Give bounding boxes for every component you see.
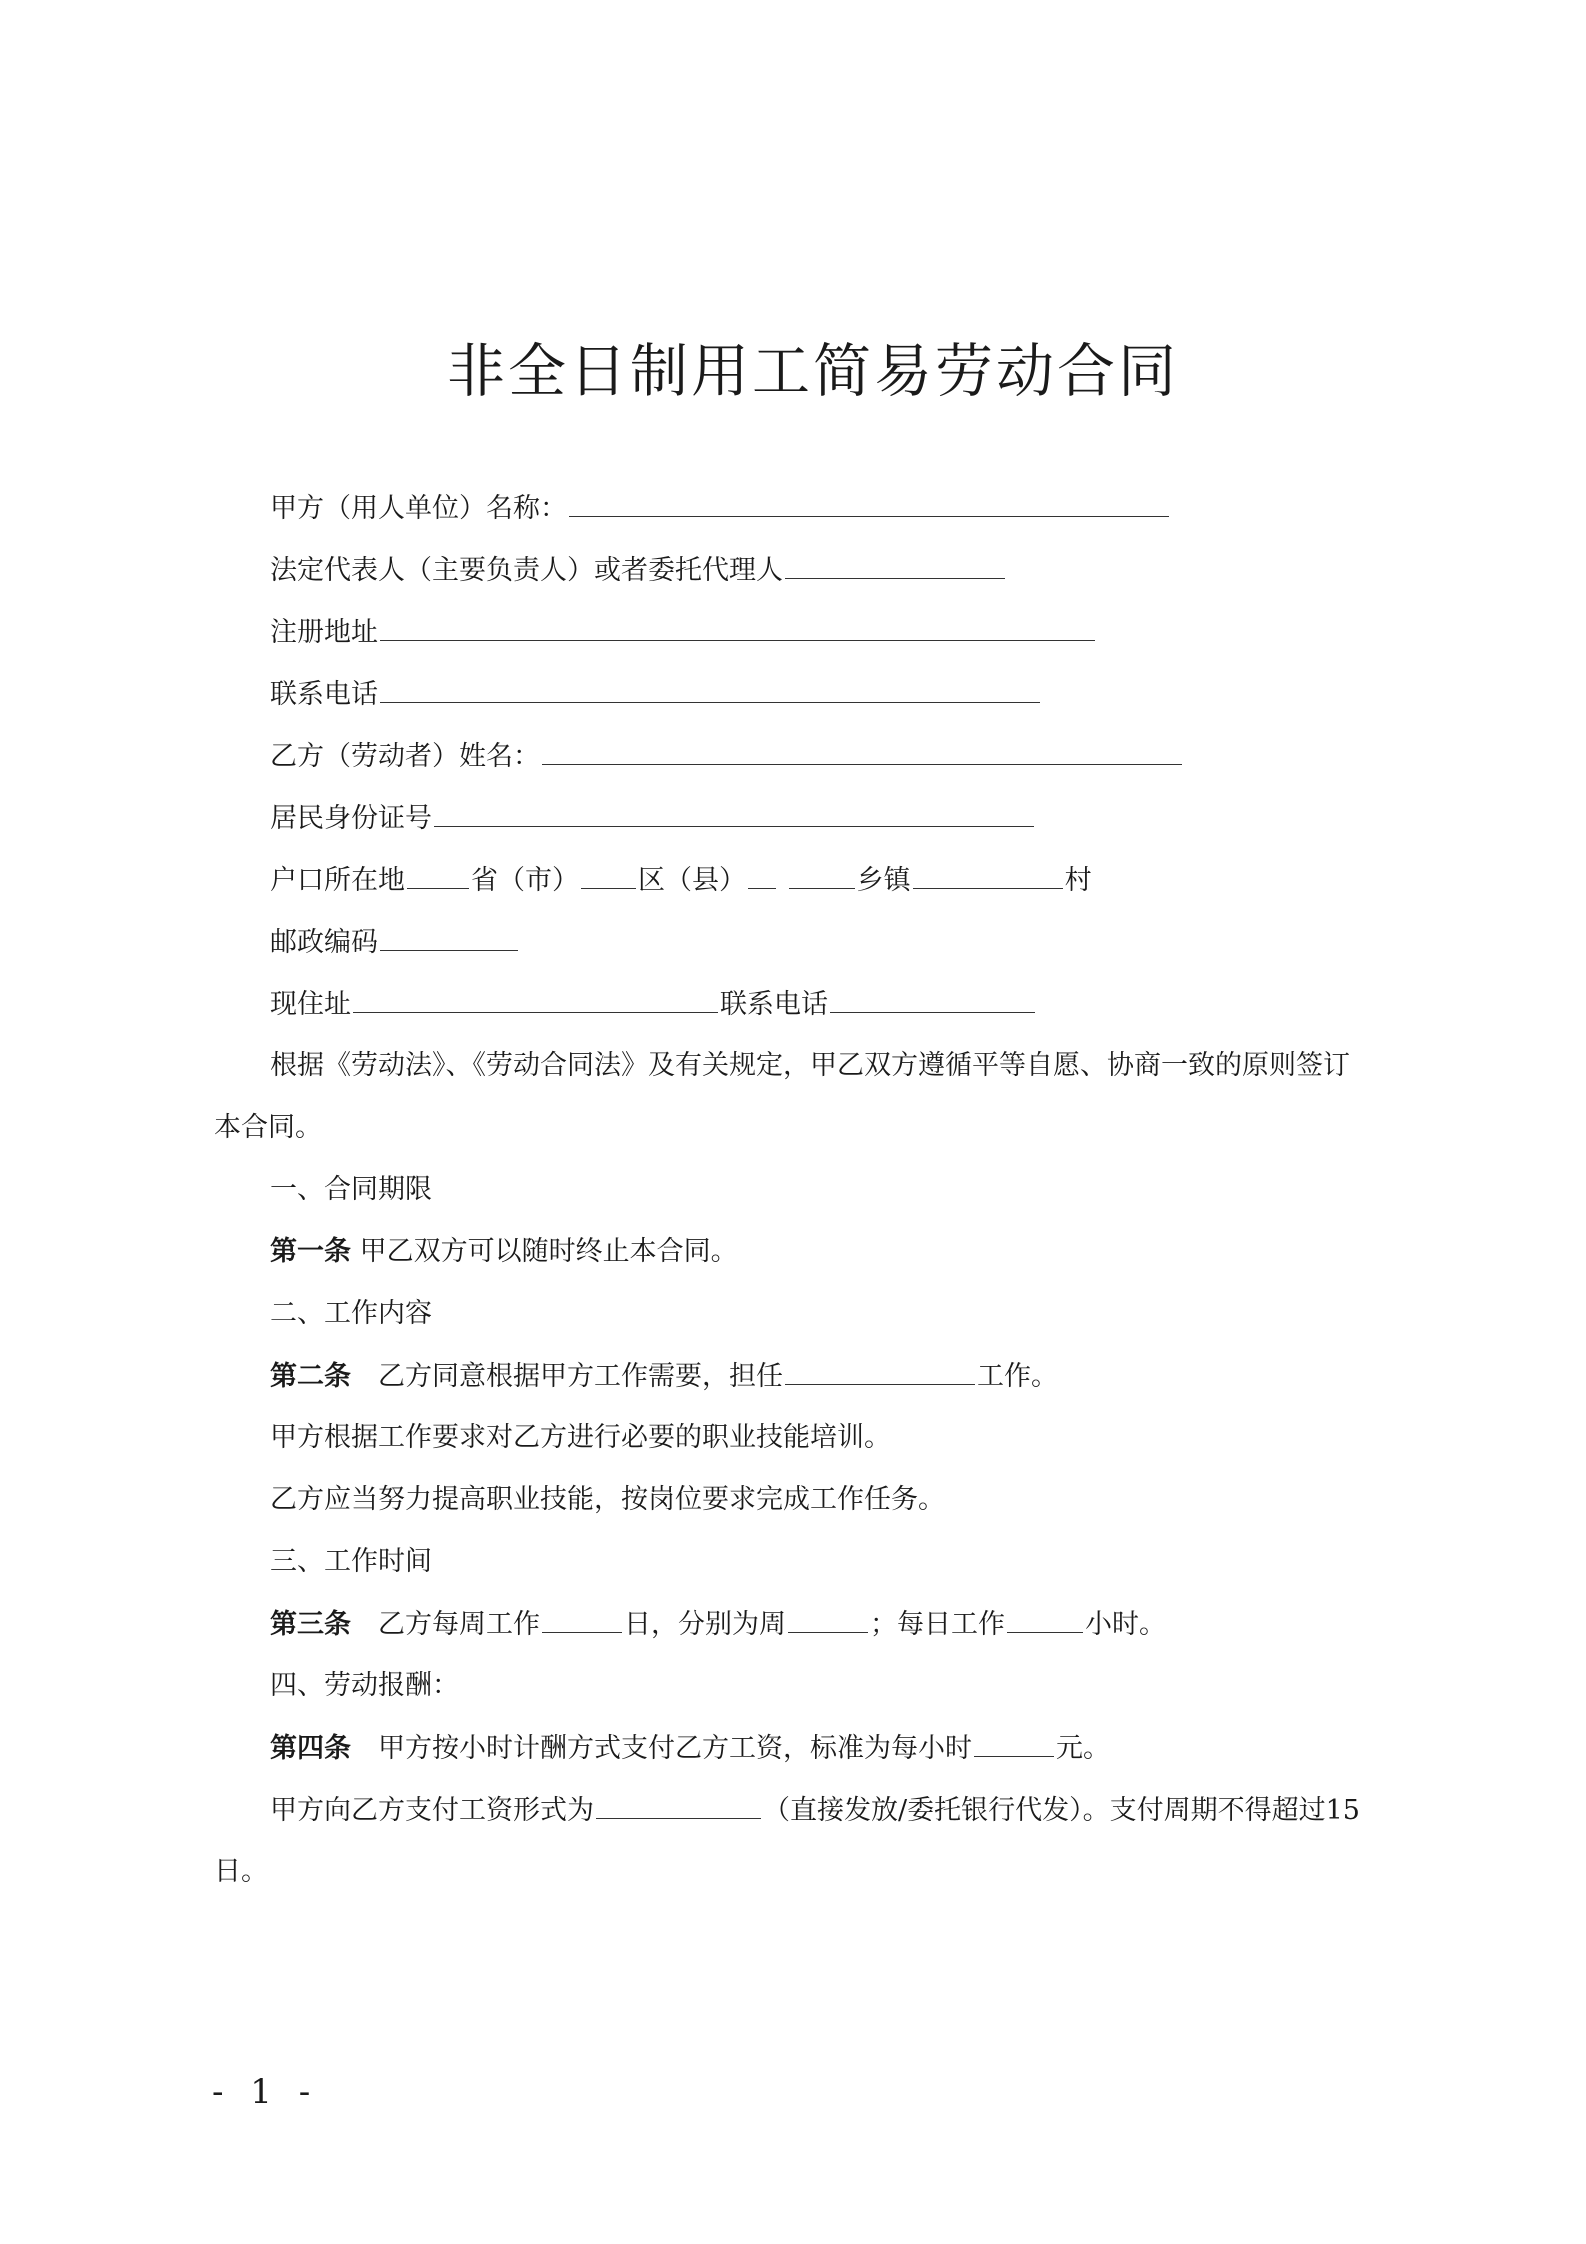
legal-rep-blank[interactable]	[785, 550, 1005, 579]
section-4-heading: 四、劳动报酬：	[270, 1670, 459, 1701]
phone-a-blank[interactable]	[380, 674, 1040, 703]
article-4: 第四条 甲方按小时计酬方式支付乙方工资，标准为每小时 元。	[270, 1728, 1110, 1769]
party-a-name-blank[interactable]	[569, 488, 1169, 517]
hukou-town-blank[interactable]	[789, 860, 855, 889]
section-1-heading: 一、合同期限	[270, 1174, 432, 1205]
page-number: - 1 -	[212, 2072, 319, 2112]
hours-per-day-blank[interactable]	[1007, 1604, 1083, 1633]
job-title-blank[interactable]	[785, 1356, 975, 1385]
article-2: 第二条 乙方同意根据甲方工作需要，担任 工作。	[270, 1356, 1058, 1397]
hukou-line: 户口所在地 省（市） 区（县） 乡镇 村	[270, 860, 1092, 901]
hukou-village-blank[interactable]	[913, 860, 1063, 889]
article-4-para-2-cont: 日。	[214, 1856, 268, 1887]
hukou-province-blank[interactable]	[407, 860, 469, 889]
postcode-line: 邮政编码	[270, 922, 520, 963]
reg-address-line: 注册地址	[270, 612, 1097, 653]
phone-a-line: 联系电话	[270, 674, 1042, 715]
reg-address-blank[interactable]	[380, 612, 1095, 641]
hukou-blank-a[interactable]	[748, 860, 776, 889]
article-1: 第一条 甲乙双方可以随时终止本合同。	[270, 1236, 738, 1267]
hourly-rate-blank[interactable]	[974, 1728, 1054, 1757]
article-2-para-3: 乙方应当努力提高职业技能，按岗位要求完成工作任务。	[270, 1484, 945, 1515]
id-number-blank[interactable]	[434, 798, 1034, 827]
current-address-line: 现住址 联系电话	[270, 984, 1037, 1025]
weekdays-blank[interactable]	[788, 1604, 868, 1633]
id-number-line: 居民身份证号	[270, 798, 1036, 839]
days-per-week-blank[interactable]	[542, 1604, 622, 1633]
postcode-blank[interactable]	[380, 922, 518, 951]
hukou-district-blank[interactable]	[581, 860, 636, 889]
payment-method-blank[interactable]	[596, 1790, 761, 1819]
preamble-line-2: 本合同。	[214, 1112, 322, 1143]
current-address-blank[interactable]	[353, 984, 718, 1013]
document-title: 非全日制用工简易劳动合同	[446, 337, 1179, 405]
article-3: 第三条 乙方每周工作 日，分别为周 ；每日工作 小时。	[270, 1604, 1166, 1645]
party-b-name-line: 乙方（劳动者）姓名：	[270, 736, 1184, 777]
legal-rep-line: 法定代表人（主要负责人）或者委托代理人	[270, 550, 1007, 591]
article-2-para-2: 甲方根据工作要求对乙方进行必要的职业技能培训。	[270, 1422, 891, 1453]
section-2-heading: 二、工作内容	[270, 1298, 432, 1329]
party-b-name-blank[interactable]	[542, 736, 1182, 765]
preamble-line-1: 根据《劳动法》、《劳动合同法》及有关规定，甲乙双方遵循平等自愿、协商一致的原则签订	[270, 1050, 1350, 1081]
phone-b-blank[interactable]	[830, 984, 1035, 1013]
section-3-heading: 三、工作时间	[270, 1546, 432, 1577]
party-a-name-line: 甲方（用人单位）名称：	[270, 488, 1171, 529]
article-4-para-2: 甲方向乙方支付工资形式为 （直接发放/委托银行代发）。支付周期不得超过15	[270, 1790, 1360, 1831]
